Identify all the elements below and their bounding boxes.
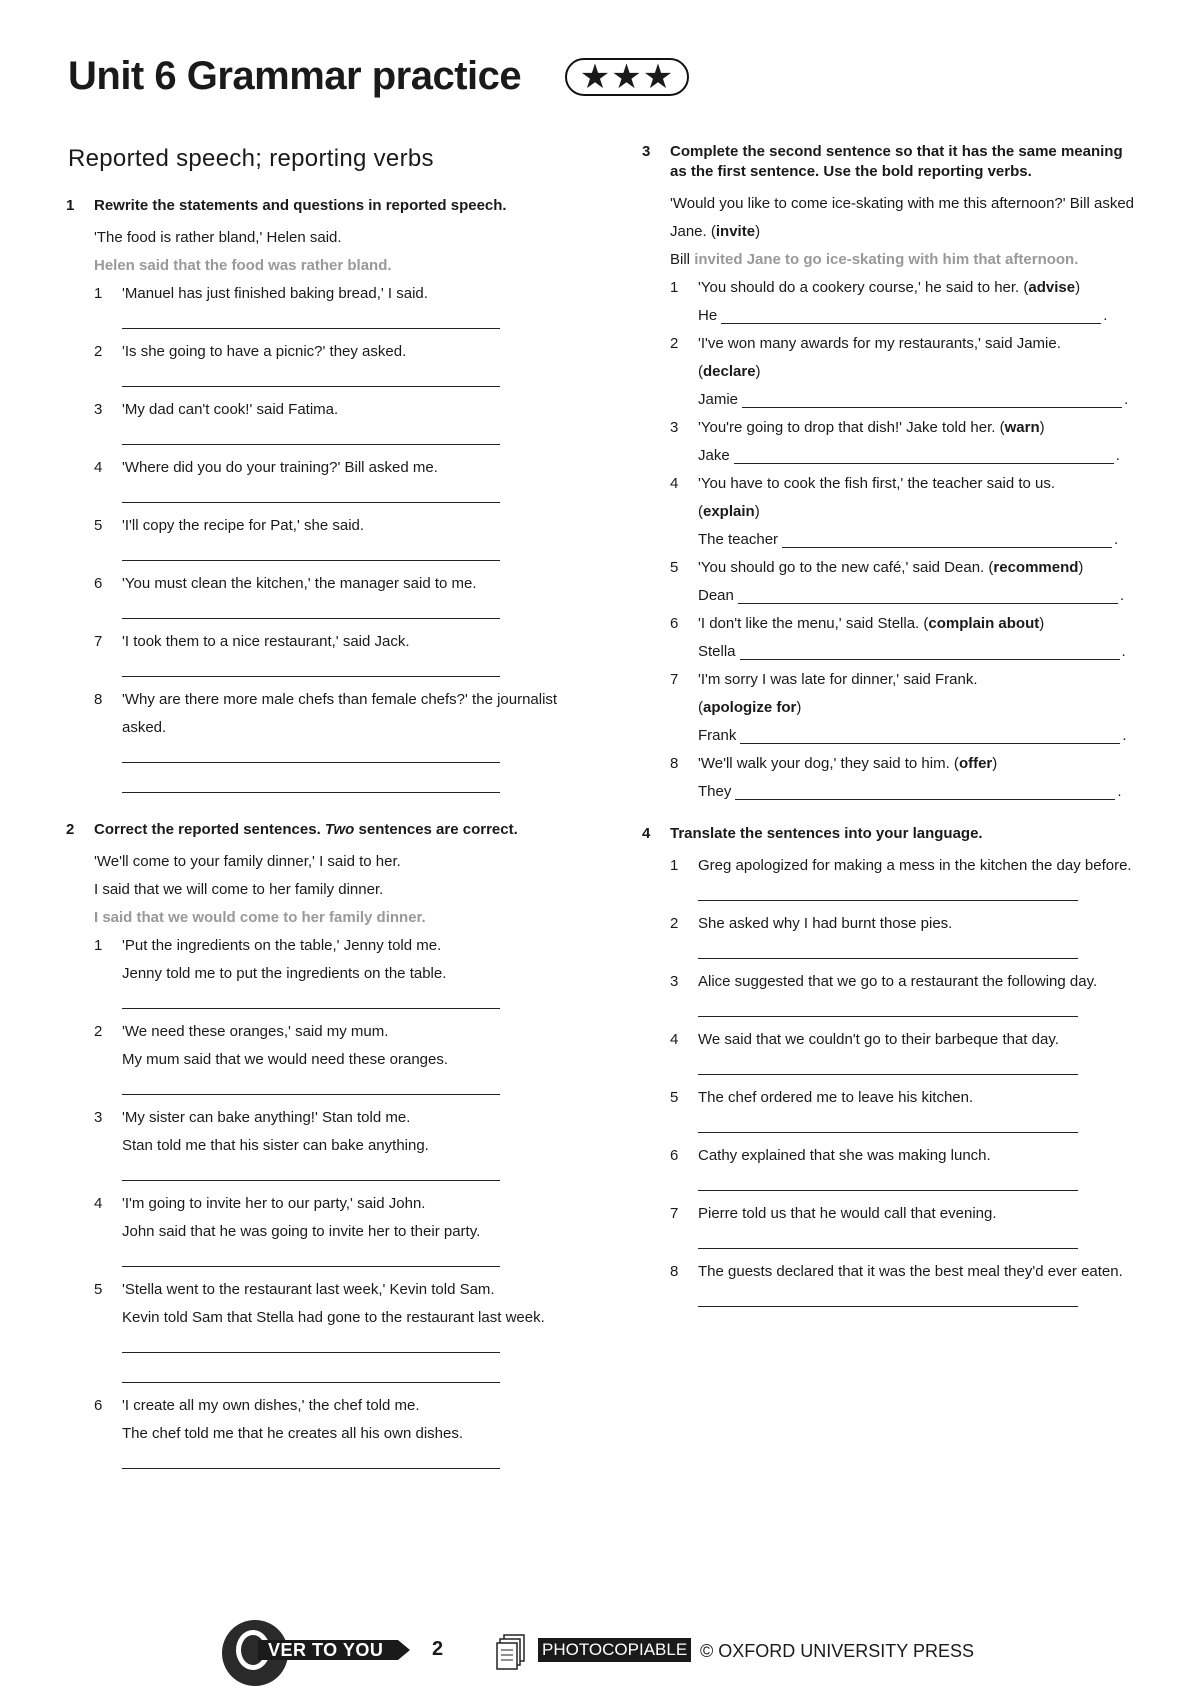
exercise-item: 3 'You're going to drop that dish!' Jake told her. (warn) Jake . — [670, 414, 1142, 470]
exercise-header — [642, 824, 1142, 844]
exercise-item — [670, 968, 1142, 1026]
exercise-number: 1 — [66, 197, 75, 214]
answer-line[interactable] — [122, 772, 500, 793]
item-quote: 'You should go to the new café,' said Dean. — [698, 559, 985, 576]
exercise-item: 1 'You should do a cookery course,' he said to her. (advise) He . — [670, 274, 1142, 330]
item-quote: 'You're going to drop that dish!' Jake told her. — [698, 419, 996, 436]
answer-stem: Frank — [698, 727, 737, 744]
exercise-item: 5 'You should go to the new café,' said Dean. (recommend) Dean . — [670, 554, 1142, 610]
item-text: 'Manuel has just finished baking bread,' I said. — [122, 285, 428, 302]
item-number: 8 — [670, 755, 679, 772]
page-number: 2 — [432, 1638, 444, 1660]
item-text: Pierre told us that he would call that evening. — [698, 1205, 997, 1222]
item-number: 5 — [94, 517, 103, 534]
item-text: 'Why are there more male chefs than female chefs?' the journalist asked. — [122, 691, 558, 736]
right-column — [642, 142, 1142, 1316]
answer-line[interactable] — [698, 1170, 1078, 1191]
example-prompt-text: 'Would you like to come ice-skating with me this afternoon?' Bill asked Jane. — [670, 195, 1135, 240]
example-prompt: 'Would you like to come ice-skating with me this afternoon?' Bill asked Jane. (invite) — [670, 195, 1135, 240]
reporting-verb: warn — [1004, 419, 1040, 436]
answer-line[interactable] — [122, 366, 500, 387]
item-quote: 'I create all my own dishes,' the chef told me. — [122, 1397, 420, 1414]
item-number: 5 — [670, 1089, 679, 1106]
item-text: 'You're going to drop that dish!' Jake told her. (warn) — [698, 419, 1045, 436]
reporting-verb: advise — [1028, 279, 1076, 296]
item-text: 'I'll copy the recipe for Pat,' she said. — [122, 517, 365, 534]
exercise-header — [66, 820, 566, 840]
answer-line[interactable] — [698, 1054, 1078, 1075]
item-quote: 'I'm sorry I was late for dinner,' said Frank. — [698, 671, 978, 688]
item-text: 'Is she going to have a picnic?' they asked. — [122, 343, 407, 360]
exercise-item — [94, 280, 566, 338]
exercise-2 — [66, 820, 566, 1478]
item-number: 1 — [94, 937, 103, 954]
reporting-verb: explain — [703, 503, 755, 520]
item-text: 'You should do a cookery course,' he said to her. (advise) — [698, 279, 1081, 296]
exercise-instruction: Rewrite the statements and questions in reported speech. — [94, 197, 507, 214]
reporting-verb: recommend — [993, 559, 1079, 576]
item-text: 'You must clean the kitchen,' the manager said to me. — [122, 575, 477, 592]
exercise-item — [94, 512, 566, 570]
answer-line[interactable] — [122, 1074, 500, 1095]
item-text: We said that we couldn't go to their barbeque that day. — [698, 1031, 1059, 1048]
answer-line[interactable] — [122, 598, 500, 619]
answer-line[interactable] — [698, 880, 1078, 901]
logo-text: VER TO YOU — [258, 1640, 398, 1660]
exercise-item — [670, 1026, 1142, 1084]
item-reported: The chef told me that he creates all his own dishes. — [122, 1425, 464, 1442]
instruction-text: sentences are correct. — [354, 821, 518, 838]
answer-line[interactable] — [698, 1228, 1078, 1249]
exercise-instruction — [94, 820, 518, 840]
exercise-item — [94, 1190, 566, 1276]
item-number: 8 — [94, 691, 103, 708]
answer-line[interactable] — [698, 996, 1078, 1017]
exercise-item — [670, 1258, 1142, 1316]
item-number: 2 — [94, 1023, 103, 1040]
photocopiable-badge: PHOTOCOPIABLE — [538, 1638, 691, 1662]
exercise-3 — [642, 142, 1142, 806]
item-number: 5 — [94, 1281, 103, 1298]
item-number: 7 — [670, 1205, 679, 1222]
item-text: 'I've won many awards for my restaurants,' said Jamie. (declare) — [698, 335, 1061, 380]
answer-line[interactable] — [698, 938, 1078, 959]
item-text: 'I'm sorry I was late for dinner,' said Frank. (apologize for) — [698, 671, 978, 716]
item-number: 3 — [94, 401, 103, 418]
exercise-item: 4 'You have to cook the fish first,' the teacher said to us. (explain) The teacher . — [670, 470, 1142, 554]
item-number: 1 — [670, 857, 679, 874]
exercise-item — [94, 396, 566, 454]
reporting-verb: offer — [958, 755, 993, 772]
exercise-item — [94, 1018, 566, 1104]
photocopy-document-icon — [496, 1634, 526, 1670]
item-quote: 'Put the ingredients on the table,' Jenny told me. — [122, 937, 442, 954]
item-number: 2 — [670, 915, 679, 932]
answer-line[interactable] — [122, 1160, 500, 1181]
item-text: Greg apologized for making a mess in the kitchen the day before. — [698, 857, 1132, 874]
answer-stem: Jamie — [698, 391, 739, 408]
item-number: 1 — [670, 279, 679, 296]
item-text: 'We'll walk your dog,' they said to him. (offer) — [698, 755, 998, 772]
item-quote: 'You have to cook the fish first,' the teacher said to us. — [698, 475, 1056, 492]
item-quote: 'I don't like the menu,' said Stella. — [698, 615, 920, 632]
example-answer: I said that we would come to her family dinner. — [94, 909, 426, 926]
answer-line[interactable] — [122, 424, 500, 445]
reporting-verb: declare — [703, 363, 756, 380]
exercise-item — [94, 338, 566, 396]
answer-line[interactable] — [122, 540, 500, 561]
exercise-item — [94, 454, 566, 512]
item-number: 2 — [94, 343, 103, 360]
answer-line[interactable] — [698, 1286, 1078, 1307]
answer-line[interactable] — [721, 303, 1101, 324]
item-number: 4 — [670, 1031, 679, 1048]
exercise-item — [94, 570, 566, 628]
answer-line[interactable] — [734, 443, 1114, 464]
item-text: The guests declared that it was the best meal they'd ever eaten. — [698, 1263, 1123, 1280]
item-quote: 'I'm going to invite her to our party,' said John. — [122, 1195, 426, 1212]
answer-line[interactable] — [698, 1112, 1078, 1133]
item-number: 5 — [670, 559, 679, 576]
item-text: 'I took them to a nice restaurant,' said Jack. — [122, 633, 410, 650]
exercise-header — [66, 196, 566, 216]
answer-line[interactable] — [122, 1448, 500, 1469]
exercise-item — [670, 1084, 1142, 1142]
exercise-item — [94, 686, 566, 802]
item-number: 7 — [670, 671, 679, 688]
answer-stem: Dean — [698, 587, 734, 604]
answer-stem: The teacher — [698, 531, 779, 548]
item-number: 3 — [94, 1109, 103, 1126]
item-text: 'My dad can't cook!' said Fatima. — [122, 401, 339, 418]
item-text: 'I don't like the menu,' said Stella. (complain about) — [698, 615, 1045, 632]
instruction-emphasis: Two — [324, 821, 355, 838]
answer-line[interactable] — [122, 308, 500, 329]
item-quote: 'You should do a cookery course,' he said to her. — [698, 279, 1020, 296]
example-answer: Helen said that the food was rather bland. — [94, 257, 392, 274]
item-reported: Stan told me that his sister can bake anything. — [122, 1137, 429, 1154]
exercise-number: 2 — [66, 821, 75, 838]
answer-line[interactable] — [122, 1332, 500, 1353]
item-number: 4 — [94, 459, 103, 476]
reporting-verb: invite — [715, 223, 756, 240]
section-title: Reported speech; reporting verbs — [68, 145, 434, 172]
answer-line[interactable] — [122, 1246, 500, 1267]
item-text: 'You have to cook the fish first,' the teacher said to us. (explain) — [698, 475, 1056, 520]
item-reported: John said that he was going to invite her to their party. — [122, 1223, 481, 1240]
answer-line[interactable] — [742, 387, 1122, 408]
exercise-number: 3 — [642, 143, 651, 160]
answer-stem: They — [698, 783, 732, 800]
item-number: 6 — [94, 1397, 103, 1414]
item-quote: 'My sister can bake anything!' Stan told me. — [122, 1109, 411, 1126]
exercise-item — [670, 1142, 1142, 1200]
arrow-icon — [398, 1640, 410, 1660]
answer-stem: Bill — [670, 251, 691, 268]
footer — [0, 1620, 1200, 1690]
item-text: The chef ordered me to leave his kitchen. — [698, 1089, 974, 1106]
item-number: 1 — [94, 285, 103, 302]
item-text: 'Where did you do your training?' Bill asked me. — [122, 459, 438, 476]
exercise-item — [94, 1392, 566, 1478]
item-number: 7 — [94, 633, 103, 650]
copyright-notice: © OXFORD UNIVERSITY PRESS — [700, 1641, 974, 1661]
item-text: 'You should go to the new café,' said Dean. (recommend) — [698, 559, 1084, 576]
exercise-item — [94, 1104, 566, 1190]
answer-line[interactable] — [740, 639, 1120, 660]
item-number: 3 — [670, 973, 679, 990]
item-reported: My mum said that we would need these oranges. — [122, 1051, 449, 1068]
example-prompt: 'The food is rather bland,' Helen said. — [94, 229, 342, 246]
answer-line[interactable] — [122, 482, 500, 503]
answer-stem: Jake — [698, 447, 730, 464]
answer-line[interactable] — [782, 527, 1112, 548]
answer-line[interactable] — [122, 656, 500, 677]
example-answer-line — [670, 246, 1142, 274]
item-text: Cathy explained that she was making lunch. — [698, 1147, 991, 1164]
exercise-instruction: Complete the second sentence so that it has the same meaning as the first sentence. Use the bold reporting verbs. — [670, 143, 1123, 180]
exercise-item — [670, 1200, 1142, 1258]
answer-stem: Stella — [698, 643, 736, 660]
exercise-instruction: Translate the sentences into your language. — [670, 825, 983, 842]
item-quote: 'Stella went to the restaurant last week,' Kevin told Sam. — [122, 1281, 495, 1298]
example-wrong: I said that we will come to her family dinner. — [94, 881, 384, 898]
item-reported: Jenny told me to put the ingredients on the table. — [122, 965, 447, 982]
answer-line[interactable] — [740, 723, 1120, 744]
item-quote: 'We need these oranges,' said my mum. — [122, 1023, 389, 1040]
over-to-you-logo — [222, 1620, 452, 1690]
reporting-verb: apologize for — [703, 699, 797, 716]
answer-stem: He — [698, 307, 718, 324]
exercise-1 — [66, 196, 566, 802]
item-reported: Kevin told Sam that Stella had gone to the restaurant last week. — [122, 1309, 545, 1326]
page-title: Unit 6 Grammar practice — [68, 54, 522, 98]
reporting-verb: complain about — [928, 615, 1040, 632]
item-number: 8 — [670, 1263, 679, 1280]
item-number: 4 — [94, 1195, 103, 1212]
exercise-4 — [642, 824, 1142, 1316]
exercise-item: 7 'I'm sorry I was late for dinner,' said Frank. (apologize for) Frank . — [670, 666, 1142, 750]
answer-line[interactable] — [122, 988, 500, 1009]
item-number: 2 — [670, 335, 679, 352]
exercise-item — [94, 628, 566, 686]
exercise-item — [94, 1276, 566, 1392]
answer-line[interactable] — [122, 1362, 500, 1383]
exercise-header — [642, 142, 1142, 182]
item-text: She asked why I had burnt those pies. — [698, 915, 953, 932]
item-quote: 'We'll walk your dog,' they said to him. — [698, 755, 950, 772]
example-prompt: 'We'll come to your family dinner,' I said to her. — [94, 853, 401, 870]
item-number: 6 — [670, 615, 679, 632]
item-quote: 'I've won many awards for my restaurants,' said Jamie. — [698, 335, 1061, 352]
answer-line[interactable] — [738, 583, 1118, 604]
item-number: 4 — [670, 475, 679, 492]
left-column — [66, 196, 566, 1478]
item-number: 6 — [670, 1147, 679, 1164]
exercise-item: 2 'I've won many awards for my restaurants,' said Jamie. (declare) Jamie . — [670, 330, 1142, 414]
item-text: Alice suggested that we go to a restaurant the following day. — [698, 973, 1098, 990]
item-number: 6 — [94, 575, 103, 592]
answer-line[interactable] — [122, 742, 500, 763]
example-answer: invited Jane to go ice-skating with him that afternoon. — [694, 251, 1079, 268]
exercise-number: 4 — [642, 825, 651, 842]
exercise-item: 6 'I don't like the menu,' said Stella. (complain about) Stella . — [670, 610, 1142, 666]
exercise-item: 8 'We'll walk your dog,' they said to him. (offer) They . — [670, 750, 1142, 806]
answer-line[interactable] — [735, 779, 1115, 800]
exercise-item — [670, 910, 1142, 968]
item-number: 3 — [670, 419, 679, 436]
exercise-item — [670, 852, 1142, 910]
instruction-text: Correct the reported sentences. — [94, 821, 325, 838]
exercise-item — [94, 932, 566, 1018]
difficulty-stars-icon: ★★★ — [565, 58, 689, 96]
